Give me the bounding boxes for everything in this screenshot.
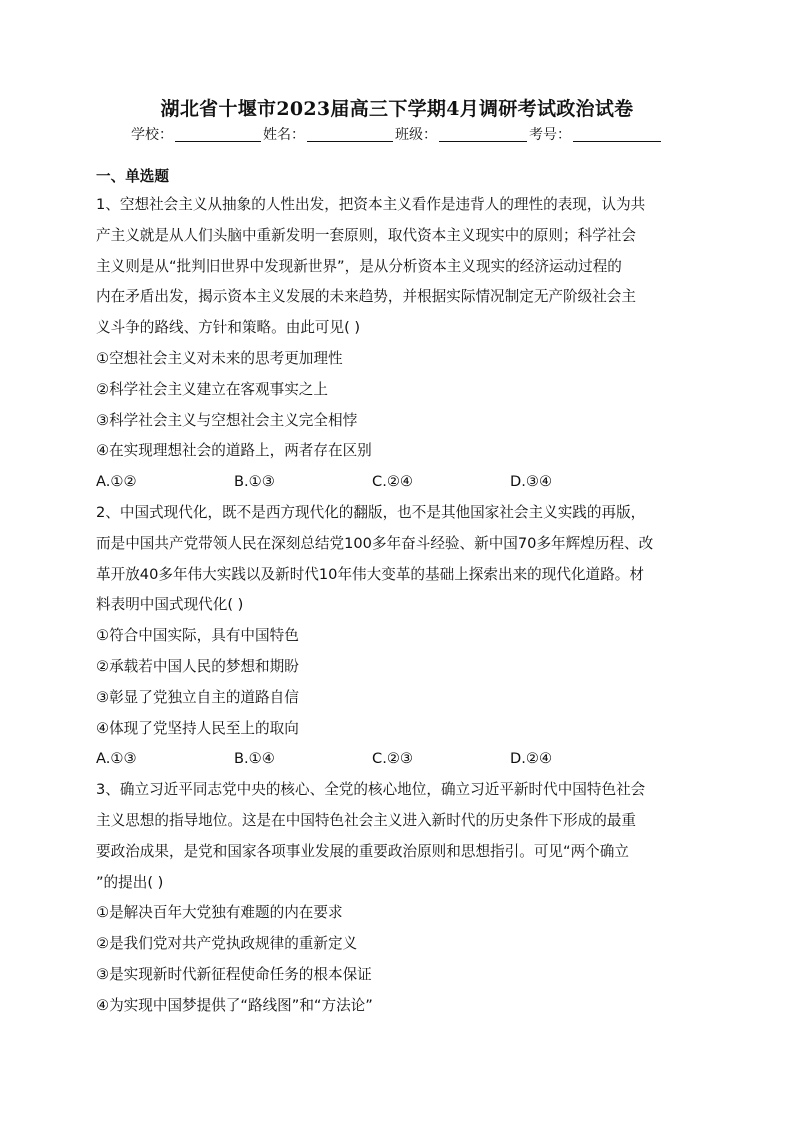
answer-options bbox=[96, 467, 696, 498]
question-text-line: 主义则是从“批判旧世界中发现新世界”，是从分析资本主义现实的经济运动过程的 bbox=[96, 257, 622, 275]
option-c[interactable]: C.②④ bbox=[372, 473, 413, 491]
question-text-line: 而是中国共产党带领人民在深刻总结党100多年奋斗经验、新中国70多年辉煌历程、改 bbox=[96, 534, 654, 552]
school-label: 学校： bbox=[131, 127, 173, 143]
name-blank[interactable] bbox=[307, 127, 393, 142]
statement-1: ①空想社会主义对未来的思考更加理性 bbox=[96, 349, 343, 367]
answer-options bbox=[96, 744, 696, 775]
question-text-line: 产主义就是从人们头脑中重新发明一套原则，取代资本主义现实中的原则；科学社会 bbox=[96, 226, 636, 244]
exam-number-label: 考号： bbox=[529, 127, 571, 143]
question-text-line: 1、空想社会主义从抽象的人性出发，把资本主义看作是违背人的理性的表现，认为共 bbox=[96, 196, 646, 213]
statement-2: ②承载若中国人民的梦想和期盼 bbox=[96, 657, 299, 675]
question-2 bbox=[96, 498, 696, 775]
class-blank[interactable] bbox=[439, 127, 527, 142]
statement-2: ②科学社会主义建立在客观事实之上 bbox=[96, 380, 328, 398]
section-title: 一、单选题 bbox=[96, 168, 169, 185]
statement-4: ④在实现理想社会的道路上，两者存在区别 bbox=[96, 442, 372, 460]
student-info-row bbox=[0, 124, 794, 146]
question-text-line: 革开放40多年伟大实践以及新时代10年伟大变革的基础上探索出来的现代化道路。材 bbox=[96, 565, 644, 583]
question-text-line: 3、确立习近平同志党中央的核心、全党的核心地位，确立习近平新时代中国特色社会 bbox=[96, 781, 646, 799]
option-d[interactable]: D.③④ bbox=[510, 473, 553, 491]
question-text-line: 主义思想的指导地位。这是在中国特色社会主义进入新时代的历史条件下形成的最重 bbox=[96, 811, 636, 829]
option-c[interactable]: C.②③ bbox=[372, 750, 413, 768]
question-text-line: 料表明中国式现代化( ) bbox=[96, 596, 244, 614]
question-text-line: 要政治成果，是党和国家各项事业发展的重要政治原则和思想指引。可见“两个确立 bbox=[96, 842, 629, 860]
option-d[interactable]: D.②④ bbox=[510, 750, 553, 768]
question-text-line: 义斗争的路线、方针和策略。由此可见( ) bbox=[96, 319, 361, 337]
statement-1: ①是解决百年大党独有难题的内在要求 bbox=[96, 904, 343, 922]
question-text-line: 2、中国式现代化，既不是西方现代化的翻版，也不是其他国家社会主义实践的再版， bbox=[96, 503, 646, 521]
statement-4: ④为实现中国梦提供了“路线图”和“方法论” bbox=[96, 996, 373, 1014]
name-label: 姓名： bbox=[263, 127, 305, 143]
exam-content bbox=[96, 164, 696, 1022]
option-b[interactable]: B.①③ bbox=[234, 473, 275, 491]
question-1 bbox=[96, 190, 696, 498]
option-a[interactable]: A.①② bbox=[96, 473, 137, 491]
statement-3: ③彰显了党独立自主的道路自信 bbox=[96, 688, 299, 706]
question-3 bbox=[96, 775, 696, 1021]
statement-3: ③科学社会主义与空想社会主义完全相悖 bbox=[96, 411, 358, 429]
statement-3: ③是实现新时代新征程使命任务的根本保证 bbox=[96, 965, 372, 983]
class-label: 班级： bbox=[395, 127, 437, 143]
exam-number-blank[interactable] bbox=[573, 127, 661, 142]
option-b[interactable]: B.①④ bbox=[234, 750, 275, 768]
question-text-line: 内在矛盾出发，揭示资本主义发展的未来趋势，并根据实际情况制定无产阶级社会主 bbox=[96, 288, 636, 306]
school-blank[interactable] bbox=[175, 127, 261, 142]
option-a[interactable]: A.①③ bbox=[96, 750, 137, 768]
document-title: 湖北省十堰市2023届高三下学期4月调研考试政治试卷 bbox=[160, 98, 634, 120]
statement-2: ②是我们党对共产党执政规律的重新定义 bbox=[96, 935, 358, 953]
question-text-line: ”的提出( ) bbox=[96, 873, 164, 891]
statement-4: ④体现了党坚持人民至上的取向 bbox=[96, 719, 299, 737]
statement-1: ①符合中国实际，具有中国特色 bbox=[96, 627, 299, 645]
